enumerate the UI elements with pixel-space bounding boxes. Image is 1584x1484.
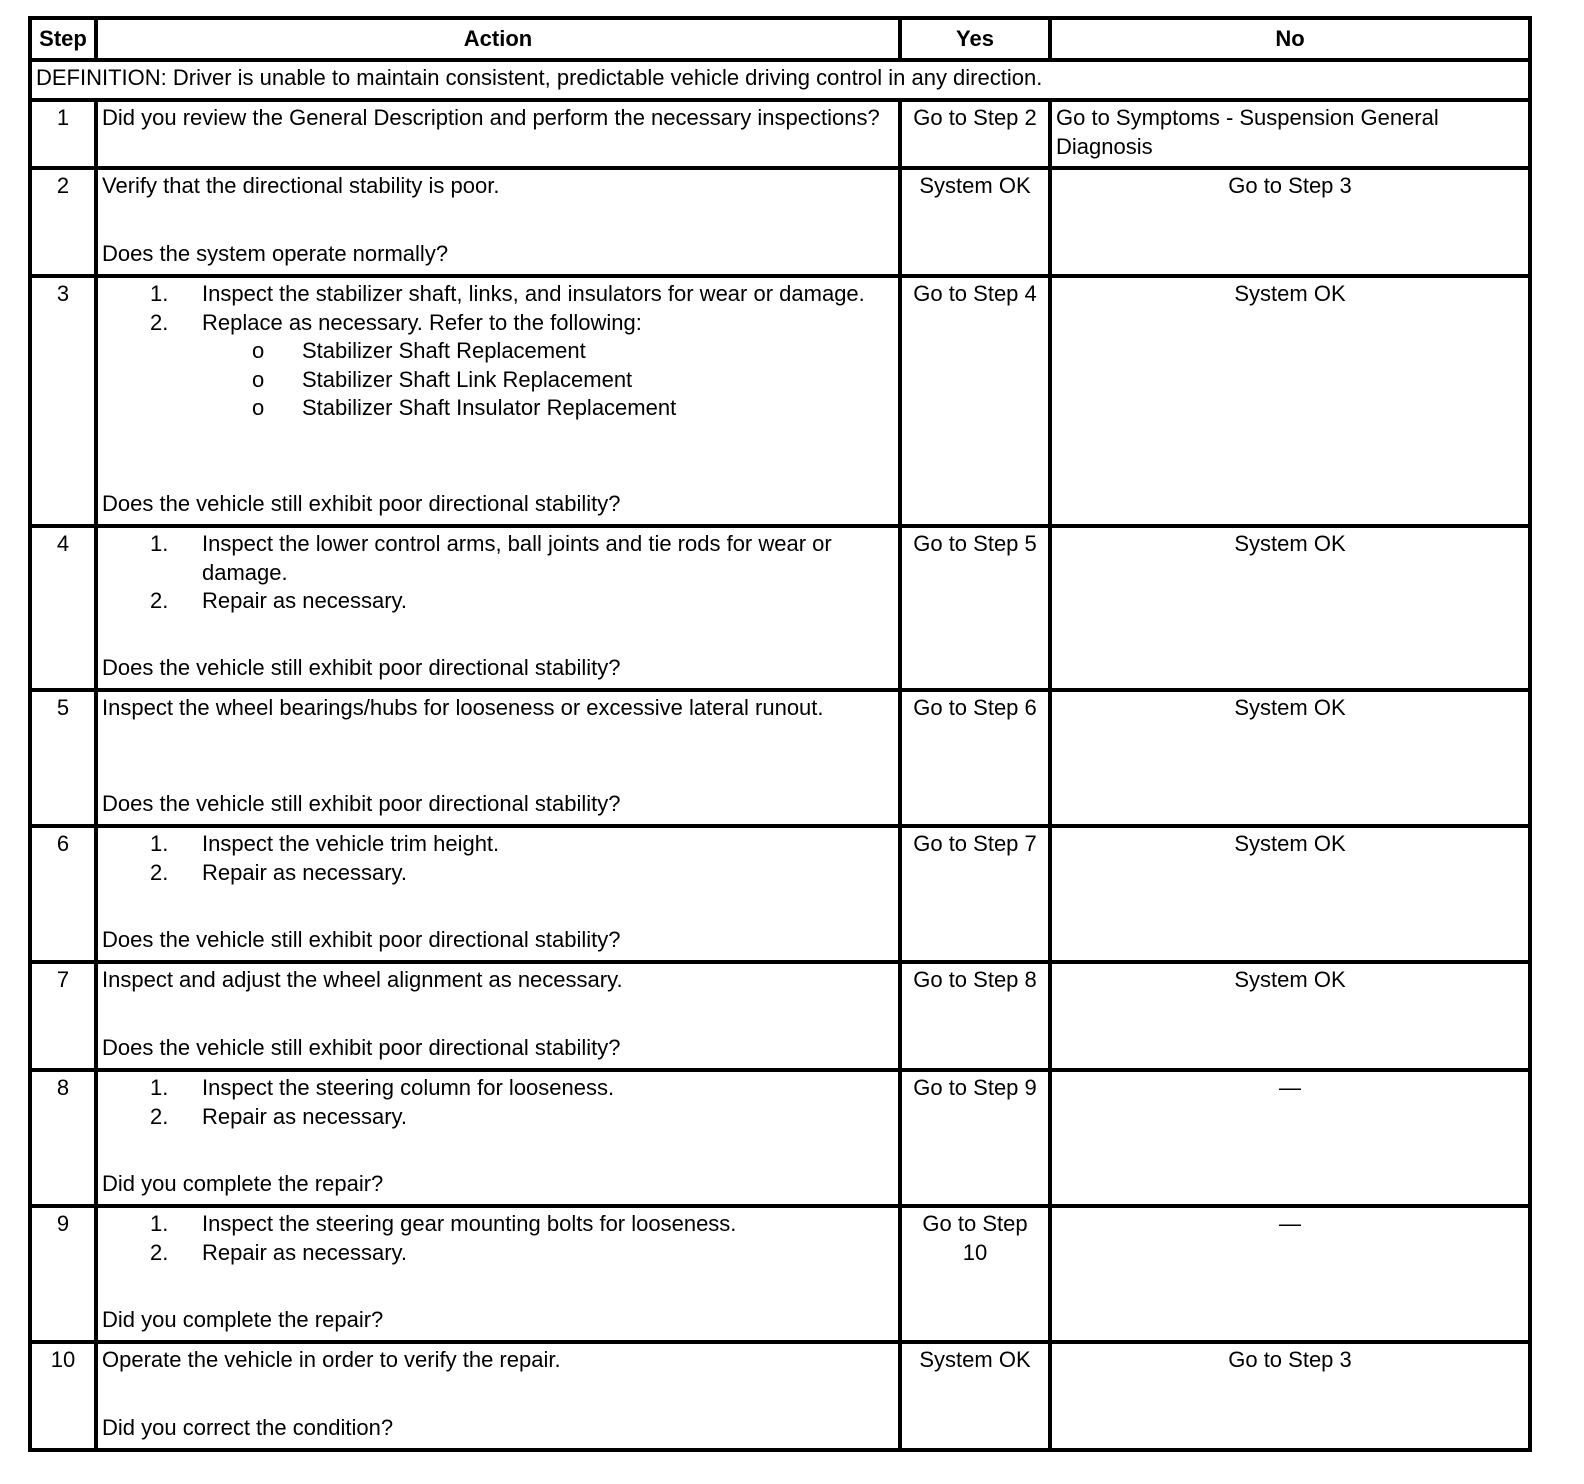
step-number: 4 xyxy=(30,526,96,690)
list-item: 2. Repair as necessary. xyxy=(150,859,408,885)
step-number: 6 xyxy=(30,826,96,962)
diagnostic-table xyxy=(28,16,1532,1452)
table-row xyxy=(30,962,1530,1070)
list-item: 1. Inspect the stabilizer shaft, links, and insulators for wear or damage. xyxy=(150,281,865,306)
yes-cell: System OK xyxy=(900,168,1050,276)
action-cell xyxy=(96,1206,900,1342)
no-cell: Go to Step 3 xyxy=(1050,1342,1530,1450)
yes-cell: Go to Step 4 xyxy=(900,276,1050,526)
action-text: Verify that the directional stability is poor. xyxy=(102,173,500,198)
no-cell: Go to Symptoms - Suspension General Diagnosis xyxy=(1050,100,1530,168)
table-row xyxy=(30,168,1530,276)
list-item: 2. Repair as necessary. xyxy=(150,1103,408,1129)
sub-list-item: o Stabilizer Shaft Replacement xyxy=(252,338,586,363)
action-question: Does the vehicle still exhibit poor directional stability? xyxy=(102,790,621,816)
action-cell xyxy=(96,690,900,826)
yes-cell: Go to Step 7 xyxy=(900,826,1050,962)
table-row xyxy=(30,826,1530,962)
no-cell: System OK xyxy=(1050,962,1530,1070)
table-row xyxy=(30,100,1530,168)
action-cell xyxy=(96,962,900,1070)
no-cell: System OK xyxy=(1050,690,1530,826)
yes-cell: System OK xyxy=(900,1342,1050,1450)
no-cell: System OK xyxy=(1050,826,1530,962)
step-number: 8 xyxy=(30,1070,96,1206)
action-question: Did you complete the repair? xyxy=(102,1170,384,1196)
action-cell xyxy=(96,526,900,690)
header-no: No xyxy=(1050,18,1530,60)
sub-list-item: o Stabilizer Shaft Link Replacement xyxy=(252,366,633,392)
step-number: 7 xyxy=(30,962,96,1070)
action-list xyxy=(102,530,894,616)
list-item: 1. Inspect the steering gear mounting bolts for looseness. xyxy=(150,1211,737,1236)
definition-text: DEFINITION: Driver is unable to maintain consistent, predictable vehicle driving control in any direction. xyxy=(30,60,1530,100)
action-cell xyxy=(96,276,900,526)
action-question: Does the vehicle still exhibit poor directional stability? xyxy=(102,654,621,680)
no-cell: System OK xyxy=(1050,276,1530,526)
step-number: 9 xyxy=(30,1206,96,1342)
sub-list-item: o Stabilizer Shaft Insulator Replacement xyxy=(252,395,677,420)
action-cell xyxy=(96,826,900,962)
action-question: Does the system operate normally? xyxy=(102,240,449,266)
no-cell: Go to Step 3 xyxy=(1050,168,1530,276)
no-cell: — xyxy=(1050,1206,1530,1342)
yes-text: Go to Step 10 xyxy=(922,1211,1028,1265)
action-cell xyxy=(96,1070,900,1206)
list-item: 2. Replace as necessary. Refer to the following: o Stabilizer Shaft Replacement o Stabilizer Shaft Link Replacement o Stabilizer Shaft Insulator Replacement xyxy=(102,309,894,423)
yes-cell: Go to Step 5 xyxy=(900,526,1050,690)
action-question: Did you complete the repair? xyxy=(102,1306,384,1332)
action-cell xyxy=(96,1342,900,1450)
sub-list xyxy=(202,337,894,423)
action-question: Did you correct the condition? xyxy=(102,1414,394,1440)
definition-row xyxy=(30,60,1530,100)
action-text: Inspect the wheel bearings/hubs for looseness or excessive lateral runout. xyxy=(102,695,824,720)
action-text: Did you review the General Description and perform the necessary inspections? xyxy=(102,105,880,130)
action-list xyxy=(102,1074,894,1131)
step-number: 10 xyxy=(30,1342,96,1450)
action-text: Operate the vehicle in order to verify the repair. xyxy=(102,1347,561,1372)
step-number: 3 xyxy=(30,276,96,526)
action-question: Does the vehicle still exhibit poor directional stability? xyxy=(102,926,621,952)
step-number: 2 xyxy=(30,168,96,276)
header-step: Step xyxy=(30,18,96,60)
action-text: Inspect and adjust the wheel alignment as necessary. xyxy=(102,967,623,992)
action-cell xyxy=(96,168,900,276)
table-row xyxy=(30,1070,1530,1206)
no-cell: System OK xyxy=(1050,526,1530,690)
table-row xyxy=(30,276,1530,526)
table-row xyxy=(30,690,1530,826)
action-cell xyxy=(96,100,900,168)
header-row xyxy=(30,18,1530,60)
yes-cell: Go to Step 9 xyxy=(900,1070,1050,1206)
table-row xyxy=(30,1342,1530,1450)
no-cell: — xyxy=(1050,1070,1530,1206)
action-list xyxy=(102,280,894,423)
table-row xyxy=(30,526,1530,690)
action-question: Does the vehicle still exhibit poor directional stability? xyxy=(102,1034,621,1060)
list-item: 1. Inspect the steering column for looseness. xyxy=(150,1075,615,1100)
yes-cell: Go to Step 8 xyxy=(900,962,1050,1070)
yes-cell xyxy=(900,1206,1050,1342)
list-item: 2. Repair as necessary. xyxy=(150,1239,408,1265)
action-list xyxy=(102,1210,894,1267)
header-action: Action xyxy=(96,18,900,60)
action-list xyxy=(102,830,894,887)
yes-cell: Go to Step 2 xyxy=(900,100,1050,168)
step-number: 1 xyxy=(30,100,96,168)
list-item: 1. Inspect the lower control arms, ball joints and tie rods for wear or damage. xyxy=(150,531,832,585)
list-item: 2. Repair as necessary. xyxy=(150,588,408,613)
step-number: 5 xyxy=(30,690,96,826)
yes-cell: Go to Step 6 xyxy=(900,690,1050,826)
table-row xyxy=(30,1206,1530,1342)
header-yes: Yes xyxy=(900,18,1050,60)
list-item: 1. Inspect the vehicle trim height. xyxy=(150,831,500,856)
action-question: Does the vehicle still exhibit poor directional stability? xyxy=(102,490,621,516)
